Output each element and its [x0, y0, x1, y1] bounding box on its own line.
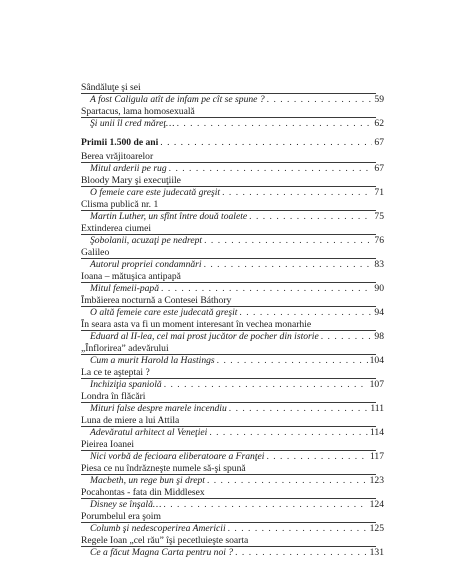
toc-chapter-title: Pocahontas - fata din Middlesex	[81, 487, 376, 499]
dot-leader	[164, 379, 368, 391]
page-number: 98	[374, 331, 384, 342]
toc-line	[0, 151, 452, 163]
toc-entry	[90, 547, 384, 559]
toc-line	[0, 295, 452, 307]
dot-leader	[239, 307, 372, 319]
toc-chapter-title: Piesa ce nu îndrăzneşte numele să-şi spună	[81, 463, 376, 475]
toc-section-heading	[81, 137, 384, 149]
dot-leader	[266, 451, 368, 463]
toc-chapter-title: Ioana – mătuşica antipapă	[81, 271, 376, 283]
toc-line	[0, 106, 452, 118]
toc-entry	[90, 235, 384, 247]
toc-chapter-title: În seara asta va fi un moment interesant în vechea monarhie	[81, 319, 376, 331]
toc-entry	[90, 211, 384, 223]
page-number: 83	[374, 259, 384, 270]
toc-line	[0, 331, 452, 343]
dot-leader	[161, 283, 372, 295]
toc-line	[0, 187, 452, 199]
toc-line	[0, 499, 452, 511]
entry-subtitle: Cum a murit Harold la Hastings	[90, 355, 215, 366]
toc-chapter-title: Clisma publică nr. 1	[81, 199, 376, 211]
entry-subtitle: Mitul femeii-papă	[90, 283, 160, 294]
dot-leader	[169, 163, 373, 175]
page-number: 67	[374, 137, 384, 148]
toc-entry	[90, 451, 384, 463]
toc-line	[0, 319, 452, 331]
toc-entry	[90, 355, 384, 367]
toc-chapter-title: Extinderea ciumei	[81, 223, 376, 235]
entry-subtitle: O femeie care este judecată greşit	[90, 187, 221, 198]
entry-subtitle: Mitul arderii pe rug	[90, 163, 167, 174]
toc-line	[0, 163, 452, 175]
toc-line	[0, 403, 452, 415]
dot-leader	[204, 259, 373, 271]
toc-line	[0, 367, 452, 379]
toc-line	[0, 259, 452, 271]
entry-subtitle: Adevăratul arhitect al Veneţiei	[90, 427, 208, 438]
toc-chapter-title: Îmbăierea nocturnă a Contesei Báthory	[81, 295, 376, 307]
entry-subtitle: Şi unii îl cred măreţ…	[90, 118, 175, 129]
toc-entry	[90, 163, 384, 175]
page-number: 124	[369, 499, 384, 510]
dot-leader	[160, 137, 372, 149]
page-number: 104	[369, 355, 384, 366]
page-number: 125	[369, 523, 384, 534]
dot-leader	[207, 475, 368, 487]
toc-line	[0, 439, 452, 451]
toc-line	[0, 199, 452, 211]
page-number: 117	[369, 451, 384, 462]
page-number: 107	[369, 379, 384, 390]
page-number: 131	[369, 547, 384, 558]
dot-leader	[222, 187, 372, 199]
dot-leader	[177, 118, 373, 130]
page-number: 76	[374, 235, 384, 246]
page-number: 111	[370, 403, 384, 414]
entry-subtitle: O altă femeie care este judecată greşit	[90, 307, 238, 318]
toc-chapter-title: Galileo	[81, 247, 376, 259]
toc-line	[0, 223, 452, 235]
toc-entry	[90, 379, 384, 391]
page-number: 59	[374, 94, 384, 105]
page-number: 94	[374, 307, 384, 318]
toc-chapter-title: Regele Ioan „cel rău” îşi pecetluieşte soarta	[81, 535, 376, 547]
entry-subtitle: Şobolanii, acuzaţi pe nedrept	[90, 235, 203, 246]
entry-subtitle: Disney se înşală…	[90, 499, 162, 510]
toc-entry	[90, 283, 384, 295]
toc-line	[0, 307, 452, 319]
toc-line	[0, 487, 452, 499]
entry-subtitle: Martin Luther, un sfînt între două toalete	[90, 211, 248, 222]
toc-line	[0, 118, 452, 130]
entry-subtitle: Eduard al II-lea, cel mai prost jucător de pocher din istorie	[90, 331, 319, 342]
toc-line	[0, 235, 452, 247]
toc-chapter-title: Porumbelul era şoim	[81, 511, 376, 523]
toc-line	[0, 94, 452, 106]
dot-leader	[267, 94, 373, 106]
toc-entry	[90, 118, 384, 130]
entry-subtitle: Columb şi nedescoperirea Americii	[90, 523, 226, 534]
toc-line	[0, 271, 452, 283]
toc-line	[0, 427, 452, 439]
page-number: 90	[374, 283, 384, 294]
page-number: 67	[374, 163, 384, 174]
dot-leader	[235, 547, 368, 559]
page-number: 75	[374, 211, 384, 222]
dot-leader	[229, 403, 369, 415]
toc-line	[0, 355, 452, 367]
toc-line	[0, 451, 452, 463]
entry-subtitle: Macbeth, un rege bun şi drept	[90, 475, 205, 486]
toc-chapter-title: Luna de miere a lui Attila	[81, 415, 376, 427]
toc-line	[0, 283, 452, 295]
entry-subtitle: Mituri false despre marele incendiu	[90, 403, 227, 414]
entry-subtitle: Autorul propriei condamnări	[90, 259, 202, 270]
section-title: Primii 1.500 de ani	[81, 137, 159, 148]
toc-entry	[90, 187, 384, 199]
toc-line	[0, 511, 452, 523]
toc-chapter-title: Spartacus, lama homosexuală	[81, 106, 376, 118]
toc-line	[0, 137, 452, 149]
dot-leader	[204, 235, 372, 247]
toc-entry	[90, 499, 384, 511]
toc-line	[0, 247, 452, 259]
dot-leader	[163, 499, 367, 511]
page-number: 62	[374, 118, 384, 129]
entry-subtitle: Ce a făcut Magna Carta pentru noi ?	[90, 547, 234, 558]
dot-leader	[249, 211, 372, 223]
dot-leader	[217, 355, 368, 367]
toc-line	[0, 415, 452, 427]
toc-line	[0, 175, 452, 187]
toc-entry	[90, 403, 384, 415]
toc-line	[0, 82, 452, 94]
toc-entry	[90, 307, 384, 319]
page-number: 114	[369, 427, 384, 438]
toc-entry	[90, 331, 384, 343]
toc-line	[0, 391, 452, 403]
toc-line	[0, 523, 452, 535]
toc-entry	[90, 523, 384, 535]
toc-entry	[90, 259, 384, 271]
entry-subtitle: Inchiziţia spaniolă	[90, 379, 162, 390]
toc-chapter-title: Sândăluţe şi sei	[81, 82, 376, 94]
toc-line	[0, 211, 452, 223]
toc-entry	[90, 427, 384, 439]
toc-line	[0, 547, 452, 559]
toc-line	[0, 379, 452, 391]
entry-subtitle: Nici vorbă de fecioara eliberatoare a Franţei	[90, 451, 265, 462]
toc-chapter-title: Bloody Mary şi execuţiile	[81, 175, 376, 187]
toc-chapter-title: La ce te aşteptai ?	[81, 367, 376, 379]
toc-entry	[90, 475, 384, 487]
page-number: 123	[369, 475, 384, 486]
toc-entry	[90, 94, 384, 106]
dot-leader	[321, 331, 373, 343]
toc-chapter-title: Berea vrăjitoarelor	[81, 151, 376, 163]
entry-subtitle: A fost Caligula atît de infam pe cît se spune ?	[90, 94, 265, 105]
toc-line	[0, 535, 452, 547]
toc-chapter-title: Pieirea Ioanei	[81, 439, 376, 451]
toc-line	[0, 463, 452, 475]
dot-leader	[209, 427, 368, 439]
dot-leader	[228, 523, 368, 535]
toc-chapter-title: Londra în flăcări	[81, 391, 376, 403]
toc-line	[0, 475, 452, 487]
toc-chapter-title: „Înflorirea” adevărului	[81, 343, 376, 355]
page-number: 71	[374, 187, 384, 198]
toc-line	[0, 343, 452, 355]
